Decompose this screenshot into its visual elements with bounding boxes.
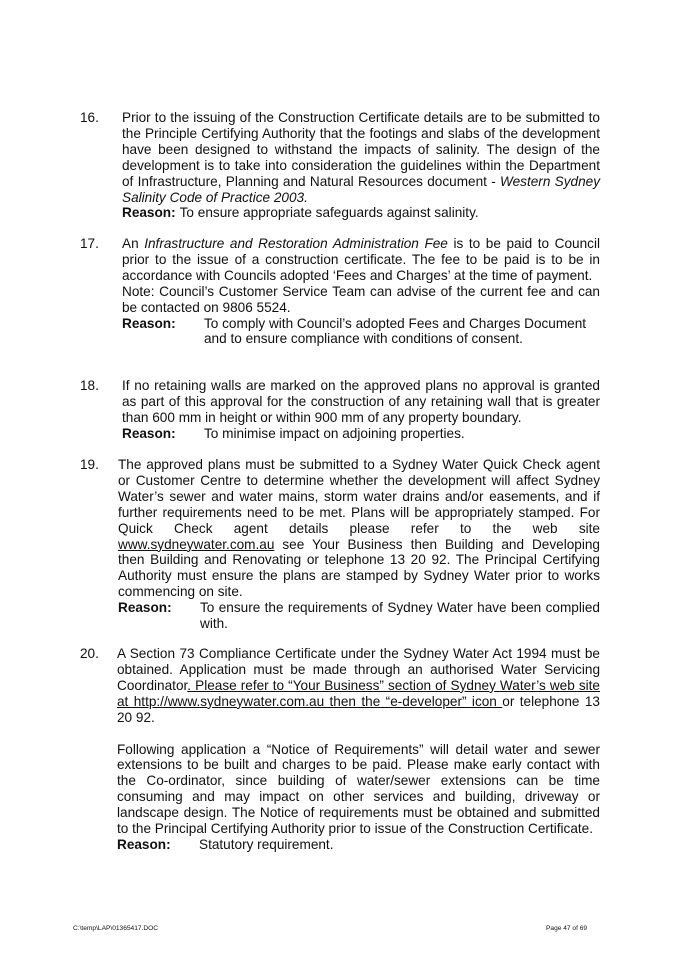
reason-text: To comply with Council’s adopted Fees and Charges Document and to ensure compliance with conditions of consent. bbox=[204, 315, 587, 347]
condition-17 bbox=[80, 236, 600, 347]
condition-number: 20. bbox=[80, 646, 99, 661]
condition-text: Prior to the issuing of the Construction Certificate details are to be submitted to the Principle Certifying Authority that the footings and slabs of the development have been designed to withstand the impacts of salinity. The design of the development is to take into consideration the guidelines within the Department of Infrastructure, Planning and Natural Resources document - Western Sydney Salinity Code of Practice 2003. bbox=[122, 110, 600, 205]
condition-number: 17. bbox=[80, 236, 99, 251]
document-title: Western Sydney Salinity Code of Practice 2003. bbox=[122, 173, 600, 205]
reason-label: Reason: bbox=[122, 205, 176, 221]
reason-row bbox=[122, 316, 600, 348]
condition-text: An Infrastructure and Restoration Administration Fee is to be paid to Council prior to the issue of a construction certificate. The fee to be paid is to be in accordance with Councils adopted ‘Fees and Charges’ at the time of payment. bbox=[122, 236, 601, 283]
reason-row bbox=[122, 205, 600, 221]
condition-paragraph: Following application a “Notice of Requirements” will detail water and sewer extensions to be built and charges to be paid. Please make early contact with the Co-ordinator, since building of water/sewer extensions can be time consuming and may impact on other services and building, driveway or landscape design. The Notice of requirements must be obtained and submitted to the Principal Certifying Authority prior to issue of the Construction Certificate. bbox=[117, 741, 600, 837]
reason-text: To minimise impact on adjoining properties. bbox=[204, 425, 465, 441]
condition-text: The approved plans must be submitted to a Sydney Water Quick Check agent or Customer Centre to determine whether the development will affect Sydney Water’s sewer and water mains, storm water drains and/or easements, and if further requirements need to be met. Plans will be appropriately stamped. For Quick Check agent details please refer to the web site www.sydneywater.com.au see Your Business then Building and Developing then Building and Renovating or telephone 13 20 92. The Principal Certifying Authority must ensure the plans are stamped by Sydney Water prior to works commencing on site. bbox=[118, 457, 600, 600]
condition-number: 19. bbox=[80, 457, 99, 472]
condition-20 bbox=[80, 646, 600, 853]
condition-note: Note: Council’s Customer Service Team can advise of the current fee and can be contacted on 9806 5524. bbox=[122, 283, 600, 315]
sydney-water-web-reference[interactable]: . Please refer to “Your Business” section of Sydney Water’s web site at http://www.sydneywater.com.au then the “e-developer” icon bbox=[117, 677, 600, 709]
reason-row bbox=[118, 600, 600, 632]
reason-label: Reason: bbox=[122, 315, 176, 331]
reason-text: Statutory requirement. bbox=[199, 836, 334, 852]
reason-label: Reason: bbox=[122, 425, 176, 441]
condition-19 bbox=[80, 457, 600, 632]
footer-file-path: C:\temp\LAP\01365417.DOC bbox=[73, 925, 159, 932]
condition-18 bbox=[80, 378, 600, 442]
reason-row bbox=[122, 426, 600, 442]
reason-label: Reason: bbox=[118, 600, 172, 616]
fee-name: Infrastructure and Restoration Administration Fee bbox=[144, 236, 448, 251]
condition-number: 16. bbox=[80, 110, 99, 125]
sydney-water-link[interactable]: www.sydneywater.com.au bbox=[118, 536, 275, 552]
condition-16 bbox=[80, 110, 600, 221]
condition-text: A Section 73 Compliance Certificate under the Sydney Water Act 1994 must be obtained. Application must be made through an authorised Water Servicing Coordinator. Please refer to “Your Business” section of Sydney Water’s web site at http://www.sydneywater.com.au then the “e-developer” icon or telephone 13 20 92. bbox=[117, 646, 600, 725]
footer-page-number: Page 47 of 69 bbox=[546, 925, 588, 932]
reason-label: Reason: bbox=[117, 836, 171, 852]
condition-number: 18. bbox=[80, 378, 99, 393]
reason-text: To ensure appropriate safeguards against salinity. bbox=[179, 205, 479, 221]
reason-row bbox=[117, 837, 600, 853]
condition-text: If no retaining walls are marked on the approved plans no approval is granted as part of this approval for the construction of any retaining wall that is greater than 600 mm in height or within 900 mm of any property boundary. bbox=[122, 378, 600, 425]
reason-text: To ensure the requirements of Sydney Water have been complied with. bbox=[200, 600, 600, 632]
